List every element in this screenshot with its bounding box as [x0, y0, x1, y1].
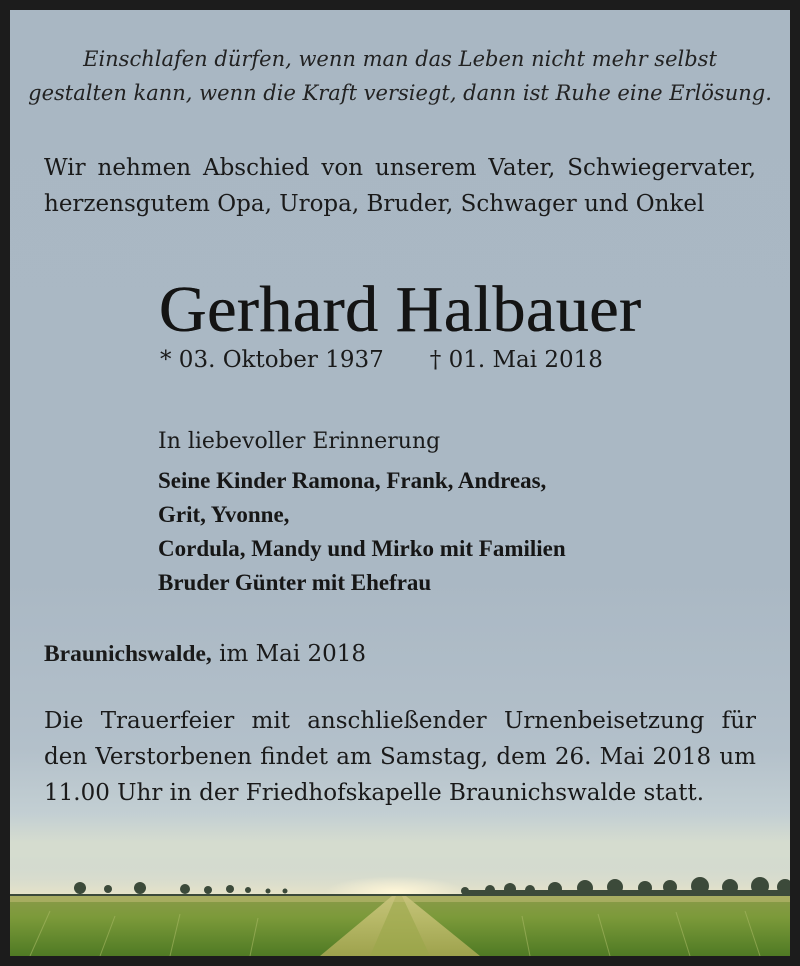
mourner-line: Bruder Günter mit Ehefrau — [158, 570, 432, 595]
birth-date: * 03. Oktober 1937 — [160, 347, 384, 373]
mourner-line: Grit, Yvonne, — [158, 502, 290, 527]
mourner-line: Seine Kinder Ramona, Frank, Andreas, — [158, 468, 547, 493]
mourners-list — [158, 464, 566, 600]
obituary-panel — [10, 10, 790, 956]
place-date — [44, 636, 366, 672]
motto-line-2: gestalten kann, wenn die Kraft versiegt, dann ist Ruhe eine Erlösung. — [28, 81, 772, 105]
death-date: † 01. Mai 2018 — [429, 347, 603, 373]
motto-quote — [10, 42, 790, 110]
deceased-name: Gerhard Halbauer — [158, 273, 642, 346]
mourner-line: Cordula, Mandy und Mirko mit Familien — [158, 536, 566, 561]
place-town: Braunichswalde, — [44, 641, 212, 667]
motto-line-1: Einschlafen dürfen, wenn man das Leben nicht mehr selbst — [83, 47, 717, 71]
farewell-intro: Wir nehmen Abschied von unserem Vater, Schwiegervater, herzensgutem Opa, Uropa, Bruder, Schwager und Onkel — [44, 155, 756, 217]
place-month: im Mai 2018 — [219, 641, 367, 667]
life-dates — [160, 342, 603, 378]
funeral-service-notice: Die Trauerfeier mit anschließender Urnenbeisetzung für den Verstorbenen findet am Samstag, dem 26. Mai 2018 um 11.00 Uhr in der Friedhofskapelle Braunichswalde statt. — [44, 708, 756, 806]
wheat-field-image — [10, 856, 790, 956]
memory-heading: In liebevoller Erinnerung — [158, 429, 441, 454]
